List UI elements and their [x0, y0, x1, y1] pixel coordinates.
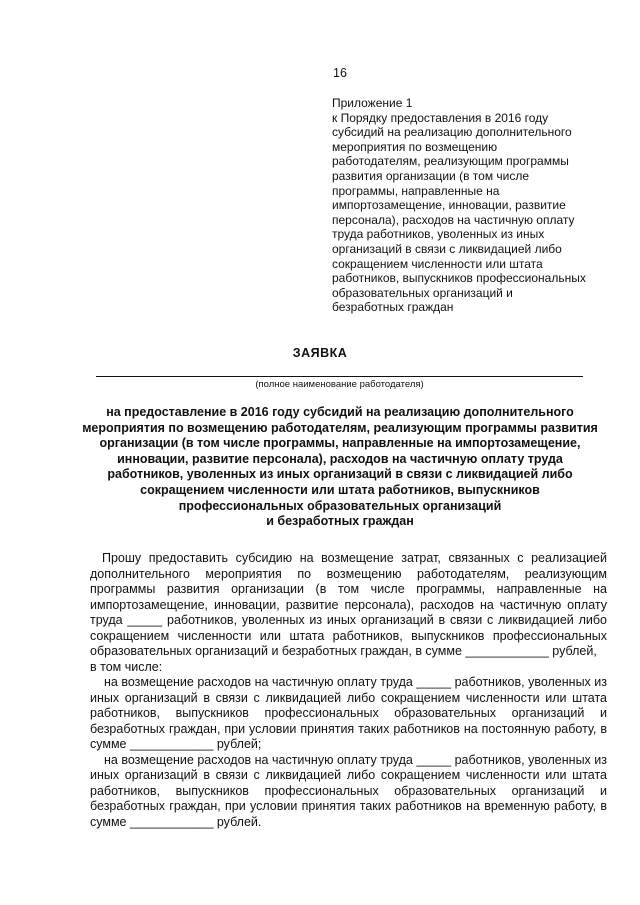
employer-name-line	[96, 376, 583, 377]
annex-line: безработных граждан	[332, 300, 454, 315]
heading-line: на предоставление в 2016 году субсидий на реализацию дополнительного	[106, 405, 574, 419]
heading-line: профессиональных образовательных организаций	[178, 498, 502, 513]
annex-line: программы, направленные на	[332, 183, 500, 198]
annex-line: Приложение 1	[332, 96, 413, 110]
annex-line: к Порядку предоставления в 2016 году	[332, 110, 549, 125]
annex-line: субсидий на реализацию дополнительного	[332, 125, 572, 140]
annex-line: импортозамещение, инновации, развитие	[332, 198, 566, 213]
temporary-work-paragraph: на возмещение расходов на частичную оплату труда _____ работников, уволенных из иных организаций в связи с ликвидацией либо сокращением численности или штата работников, выпускников профессиональных образовательных организаций и безработных граждан, при условии принятия таких работников на временную работу, в сумме ____________ рублей.	[90, 752, 607, 829]
heading-line: и безработных граждан	[266, 514, 414, 529]
annex-line: мероприятия по возмещению	[332, 139, 498, 154]
annex-line: работодателям, реализующим программы	[332, 154, 569, 169]
annex-line: организаций в связи с ликвидацией либо	[332, 241, 562, 256]
heading-line: организации (в том числе программы, направленные на импортозамещение,	[99, 436, 581, 451]
heading-line: работников, уволенных из иных организаций в связи с ликвидацией либо	[107, 467, 573, 482]
annex-line: персонала), расходов на частичную оплату	[332, 212, 575, 227]
employer-name-caption: (полное наименование работодателя)	[255, 379, 424, 390]
annex-line: развития организации (в том числе	[332, 168, 530, 183]
annex-line: труда работников, уволенных из иных	[332, 227, 545, 242]
page-number: 16	[333, 66, 347, 80]
annex-line: работников, выпускников профессиональных	[332, 271, 586, 286]
annex-line: сокращением численности или штата	[332, 256, 543, 271]
document-title: ЗАЯВКА	[292, 346, 348, 360]
annex-line: образовательных организаций и	[332, 285, 513, 300]
heading-line: инновации, развитие персонала), расходов на частичную оплату труда	[117, 451, 563, 466]
request-paragraph: Прошу предоставить субсидию на возмещение затрат, связанных с реализацией дополнительного мероприятия по возмещению работодателям, реализующим программы развития организации (в том числе программы, направленные на импортозамещение, инновации, развитие персонала), расходов на частичную оплату труда _____ работников, уволенных из иных организаций в связи с ликвидацией либо сокращением численности или штата работников, выпускников профессиональных образовательных организаций и безработных граждан, в сумме ____________ рублей,	[90, 551, 607, 658]
including-paragraph: в том числе:	[90, 659, 163, 674]
annex-block	[332, 96, 597, 315]
heading-line: мероприятия по возмещению работодателям, реализующим программы развития	[82, 420, 598, 435]
permanent-work-paragraph: на возмещение расходов на частичную оплату труда _____ работников, уволенных из иных организаций в связи с ликвидацией либо сокращением численности или штата работников, выпускников профессиональных образовательных организаций и безработных граждан, при условии принятия таких работников на постоянную работу, в сумме ____________ рублей;	[90, 675, 607, 751]
document-body	[90, 551, 607, 830]
heading-line: сокращением численности или штата работников, выпускников	[140, 482, 540, 497]
document-heading	[60, 405, 620, 530]
